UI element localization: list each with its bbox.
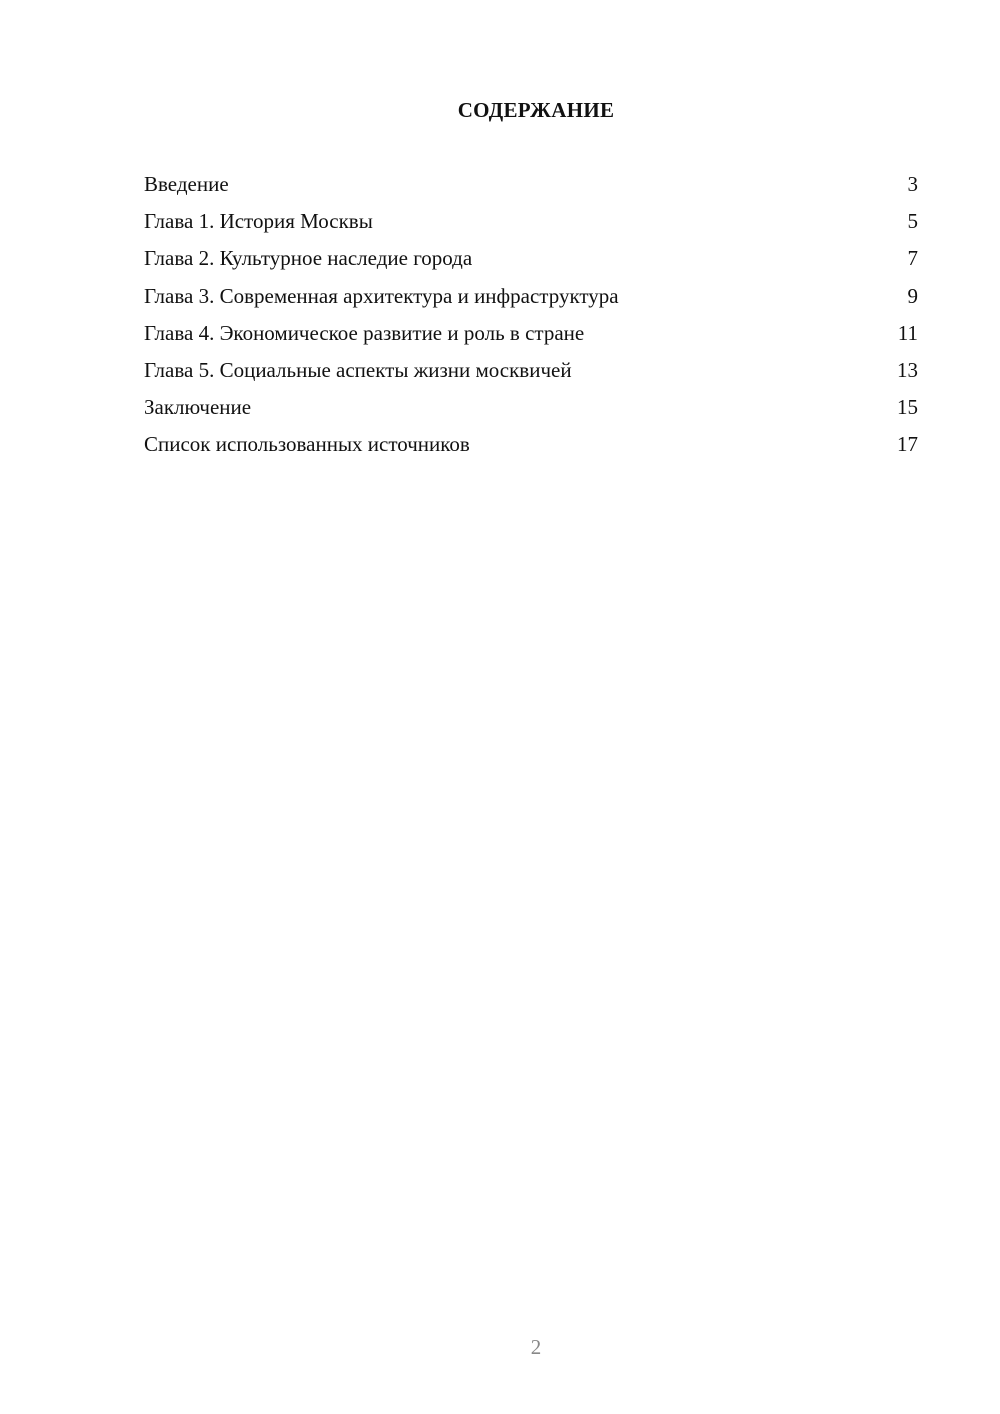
toc-entry-page-number: 11 bbox=[897, 320, 918, 345]
toc-entry-label: Глава 5. Социальные аспекты жизни москвичей bbox=[144, 357, 572, 382]
toc-entry-chapter-1[interactable] bbox=[144, 207, 918, 244]
toc-entry-chapter-3[interactable] bbox=[144, 282, 918, 319]
toc-entry-chapter-4[interactable] bbox=[144, 319, 918, 356]
toc-entry-introduction[interactable] bbox=[144, 170, 918, 207]
page-title: СОДЕРЖАНИЕ bbox=[457, 98, 615, 122]
toc-entry-page-number: 7 bbox=[907, 246, 918, 271]
toc-entry-label: Список использованных источников bbox=[144, 432, 470, 457]
toc-entry-conclusion[interactable] bbox=[144, 393, 918, 430]
toc-entry-chapter-5[interactable] bbox=[144, 356, 918, 393]
toc-entry-chapter-2[interactable] bbox=[144, 244, 918, 281]
table-of-contents bbox=[144, 170, 918, 468]
toc-entry-page-number: 15 bbox=[897, 395, 918, 420]
toc-entry-label: Глава 1. История Москвы bbox=[144, 209, 373, 234]
toc-entry-page-number: 9 bbox=[907, 283, 918, 308]
toc-entry-label: Глава 2. Культурное наследие города bbox=[144, 246, 473, 271]
toc-entry-page-number: 13 bbox=[897, 357, 918, 382]
toc-entry-label: Глава 4. Экономическое развитие и роль в стране bbox=[144, 320, 585, 345]
toc-entry-label: Введение bbox=[144, 172, 229, 196]
toc-entry-label: Заключение bbox=[144, 395, 252, 420]
toc-entry-page-number: 5 bbox=[907, 209, 918, 234]
toc-entry-label: Глава 3. Современная архитектура и инфраструктура bbox=[144, 283, 619, 308]
toc-entry-references[interactable] bbox=[144, 430, 918, 467]
toc-entry-page-number: 3 bbox=[907, 172, 918, 196]
toc-entry-page-number: 17 bbox=[897, 432, 918, 457]
page-footer-number: 2 bbox=[530, 1335, 542, 1359]
